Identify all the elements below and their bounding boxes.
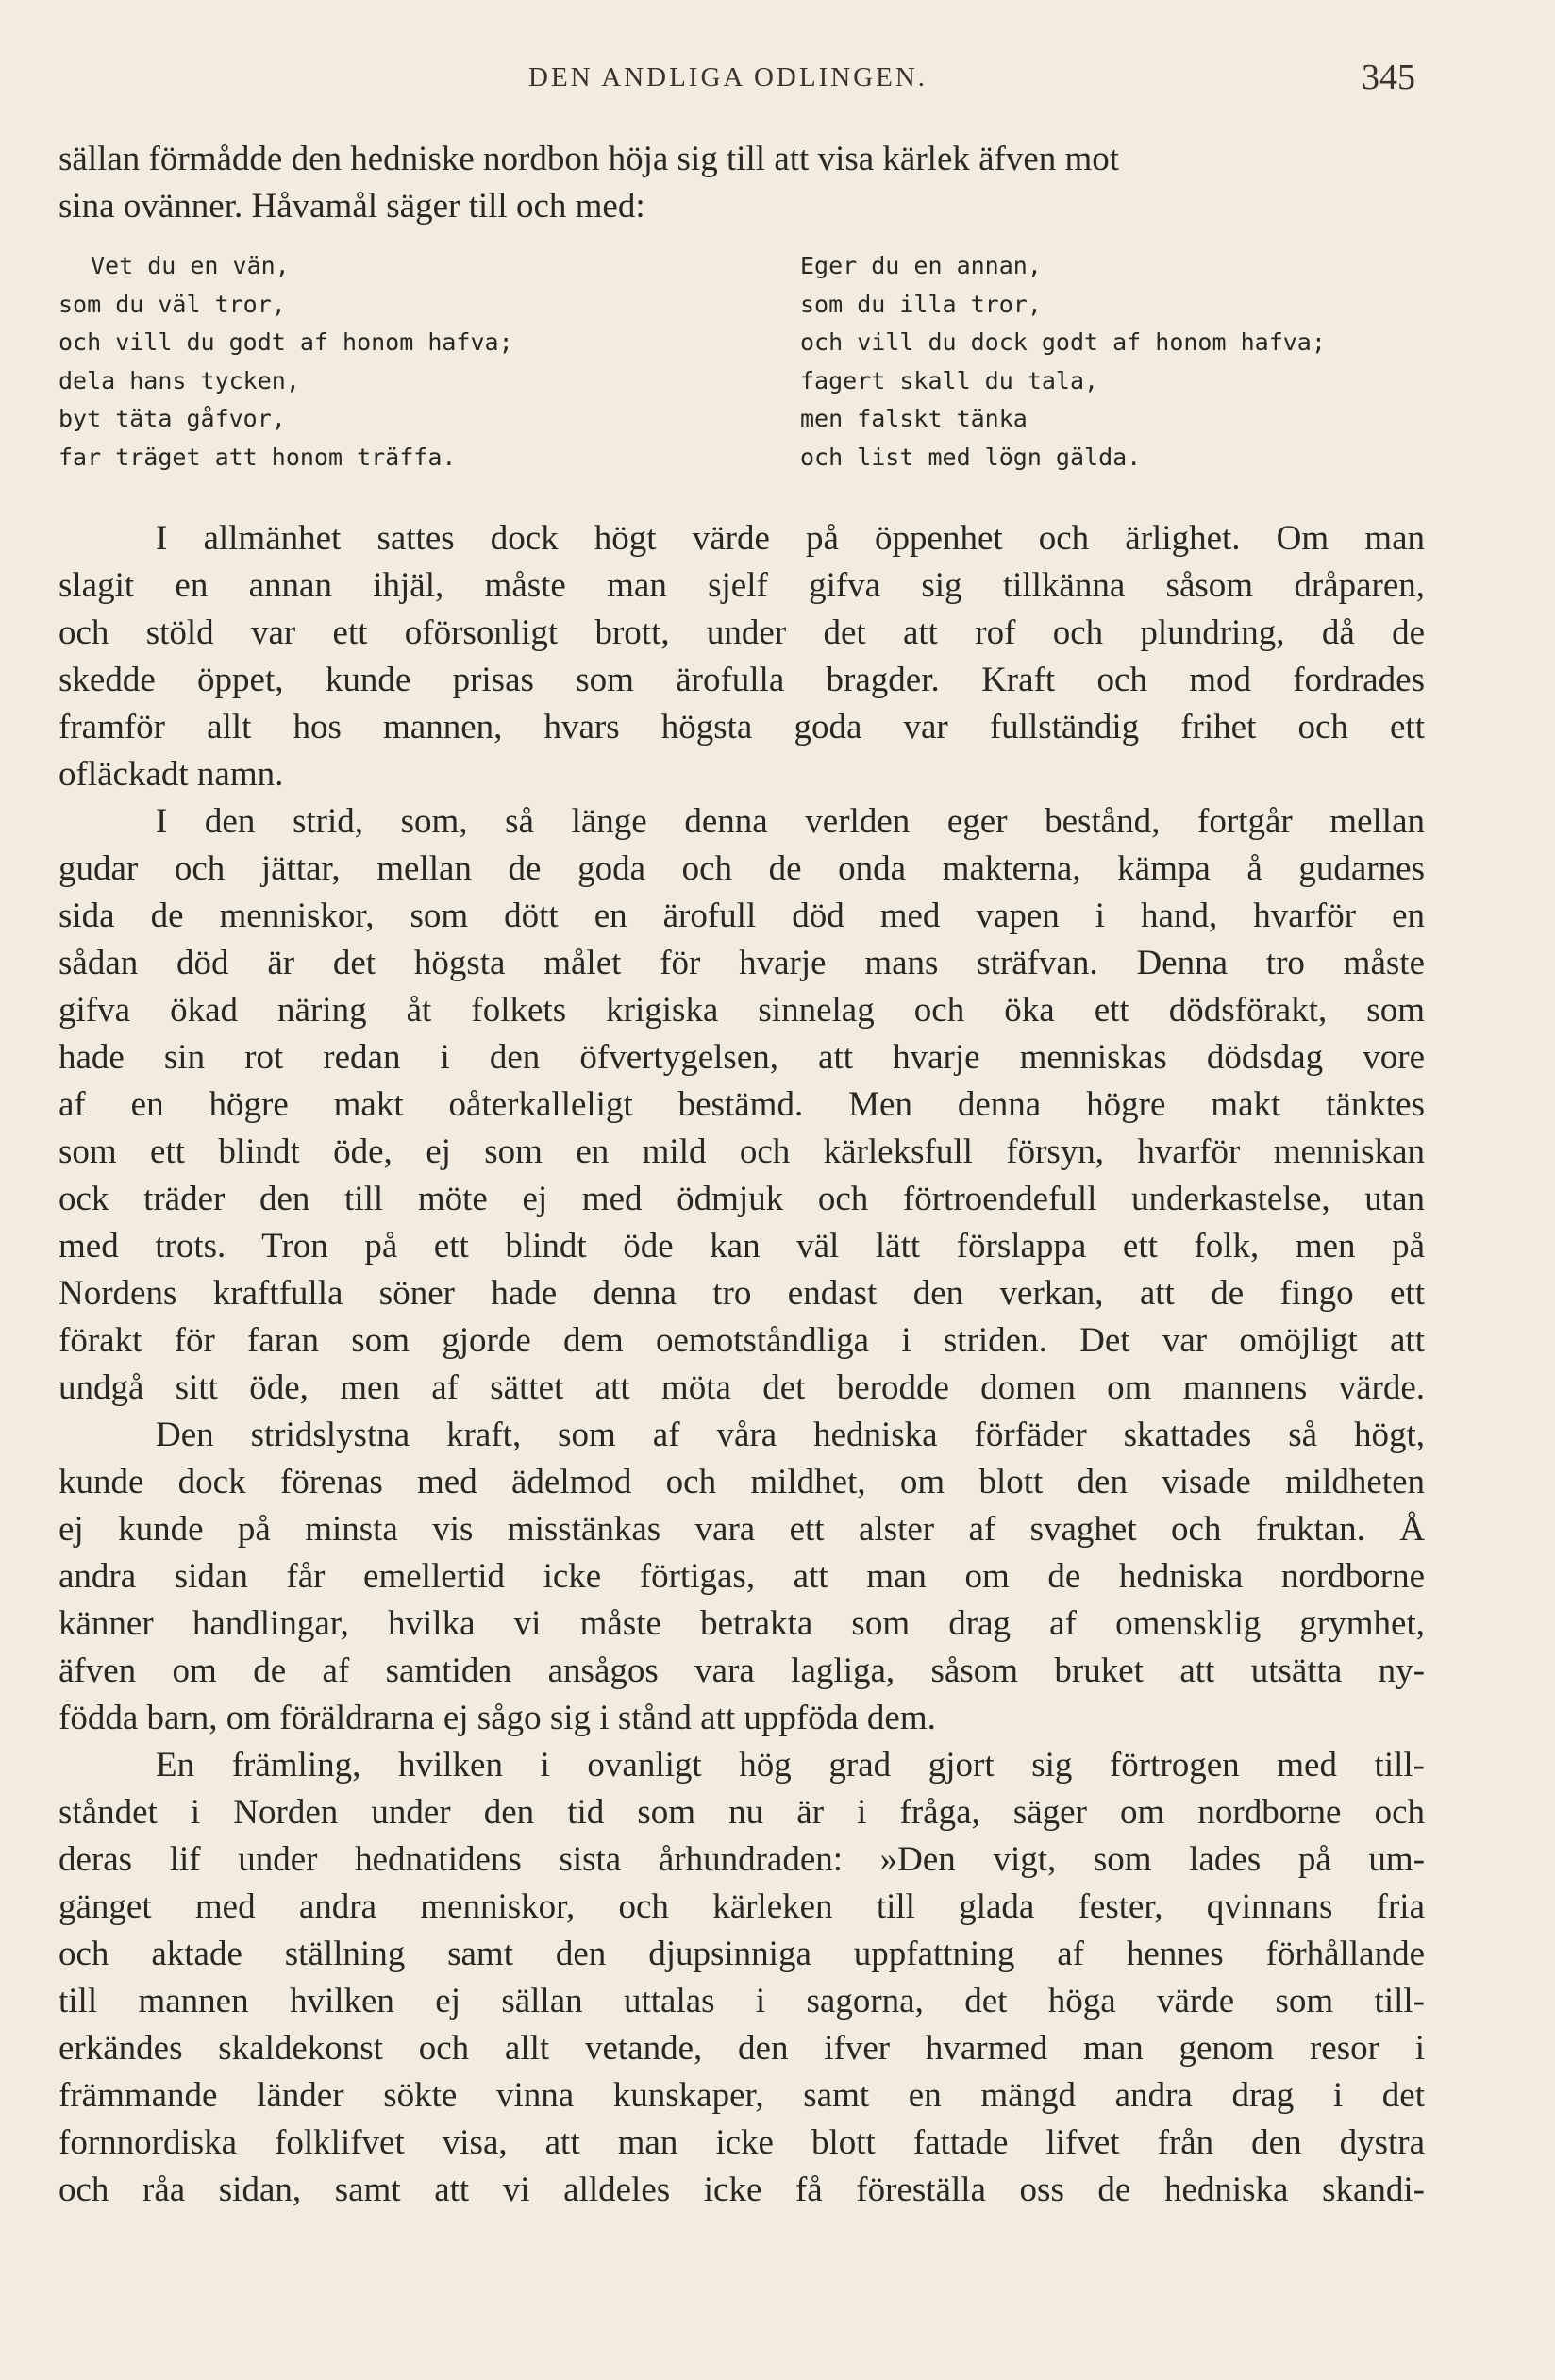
body-line: ståndet i Norden under den tid som nu är i fråga, säger om nordborne och [59, 1793, 1425, 1832]
poem-line: som du illa tror, [800, 290, 1042, 318]
body-line: gänget med andra menniskor, och kärleken till glada fester, qvinnans fria [59, 1887, 1425, 1926]
poem-line: Vet du en vän, [91, 252, 290, 279]
body-line: slagit en annan ihjäl, måste man sjelf gifva sig tillkänna såsom dråparen, [59, 566, 1425, 605]
body-line: med trots. Tron på ett blindt öde kan väl lätt förslappa ett folk, men på [59, 1227, 1425, 1265]
running-title: DEN ANDLIGA ODLINGEN. [528, 62, 928, 92]
body-line: I allmänhet sattes dock högt värde på öppenhet och ärlighet. Om man [156, 519, 1425, 558]
body-line: deras lif under hednatidens sista århundraden: »Den vigt, som lades på um- [59, 1840, 1425, 1879]
body-line: till mannen hvilken ej sällan uttalas i sagorna, det höga värde som till- [59, 1982, 1425, 2020]
body-line: fornnordiska folklifvet visa, att man icke blott fattade lifvet från den dystra [59, 2123, 1425, 2162]
intro-line: sina ovänner. Håvamål säger till och med: [59, 187, 645, 226]
poem-line: och vill du godt af honom hafva; [59, 328, 513, 356]
body-line: Den stridslystna kraft, som af våra hedniska förfäder skattades så högt, [156, 1416, 1425, 1454]
poem-line: som du väl tror, [59, 290, 286, 318]
running-header [0, 58, 1555, 100]
body-line: som ett blindt öde, ej som en mild och kärleksfull försyn, hvarför menniskan [59, 1132, 1425, 1171]
body-line: framför allt hos mannen, hvars högsta goda var fullständig frihet och ett [59, 708, 1425, 746]
body-line: födda barn, om föräldrarna ej sågo sig i stånd att uppföda dem. [59, 1699, 936, 1737]
poem-line: Eger du en annan, [800, 252, 1042, 279]
body-line: ofläckadt namn. [59, 755, 284, 794]
body-line: gifva ökad näring åt folkets krigiska sinnelag och öka ett dödsförakt, som [59, 991, 1425, 1030]
body-line: sådan död är det högsta målet för hvarje mans sträfvan. Denna tro måste [59, 944, 1425, 982]
body-line: ock träder den till möte ej med ödmjuk och förtroendefull underkastelse, utan [59, 1180, 1425, 1218]
intro-line: sällan förmådde den hedniske nordbon höja sig till att visa kärlek äfven mot [59, 140, 1120, 178]
poem-line: fagert skall du tala, [800, 366, 1099, 394]
body-line: och stöld var ett oförsonligt brott, under det att rof och plundring, då de [59, 613, 1425, 652]
poem-line: far träget att honom träffa. [59, 443, 457, 471]
body-line: och aktade ställning samt den djupsinniga uppfattning af hennes förhållande [59, 1935, 1425, 1973]
body-line: af en högre makt oåterkalleligt bestämd. Men denna högre makt tänktes [59, 1085, 1425, 1124]
body-line: kunde dock förenas med ädelmod och mildhet, om blott den visade mildheten [59, 1463, 1425, 1501]
body-line: undgå sitt öde, men af sättet att möta det berodde domen om mannens värde. [59, 1368, 1425, 1407]
poem-line: och vill du dock godt af honom hafva; [800, 328, 1326, 356]
body-line: andra sidan får emellertid icke förtigas, att man om de hedniska nordborne [59, 1557, 1425, 1596]
body-line: förakt för faran som gjorde dem oemotståndliga i striden. Det var omöjligt att [59, 1321, 1425, 1360]
poem-line: och list med lögn gälda. [800, 443, 1142, 471]
body-line: I den strid, som, så länge denna verlden eger bestånd, fortgår mellan [156, 802, 1425, 841]
poem-line: men falskt tänka [800, 405, 1028, 432]
body-line: Nordens kraftfulla söner hade denna tro endast den verkan, att de fingo ett [59, 1274, 1425, 1313]
body-line: gudar och jättar, mellan de goda och de onda makterna, kämpa å gudarnes [59, 849, 1425, 888]
page-number: 345 [1362, 58, 1415, 97]
body-line: ej kunde på minsta vis misstänkas vara ett alster af svaghet och fruktan. Å [59, 1510, 1425, 1549]
poem-left-stanza [59, 247, 644, 477]
body-line: En främling, hvilken i ovanligt hög grad gjort sig förtrogen med till- [156, 1746, 1425, 1785]
body-line: främmande länder sökte vinna kunskaper, samt en mängd andra drag i det [59, 2076, 1425, 2115]
body-line: och råa sidan, samt att vi alldeles icke få föreställa oss de hedniska skandi- [59, 2170, 1425, 2209]
body-line: äfven om de af samtiden ansågos vara lagliga, såsom bruket att utsätta ny- [59, 1651, 1425, 1690]
body-line: skedde öppet, kunde prisas som ärofulla bragder. Kraft och mod fordrades [59, 661, 1425, 699]
poem-line: dela hans tycken, [59, 366, 300, 394]
poem-line: byt täta gåfvor, [59, 405, 286, 432]
body-line: sida de menniskor, som dött en ärofull död med vapen i hand, hvarför en [59, 897, 1425, 935]
poem-right-stanza [800, 247, 1385, 477]
body-line: hade sin rot redan i den öfvertygelsen, att hvarje menniskas dödsdag vore [59, 1038, 1425, 1077]
body-line: känner handlingar, hvilka vi måste betrakta som drag af omensklig grymhet, [59, 1604, 1425, 1643]
body-line: erkändes skaldekonst och allt vetande, den ifver hvarmed man genom resor i [59, 2029, 1425, 2068]
